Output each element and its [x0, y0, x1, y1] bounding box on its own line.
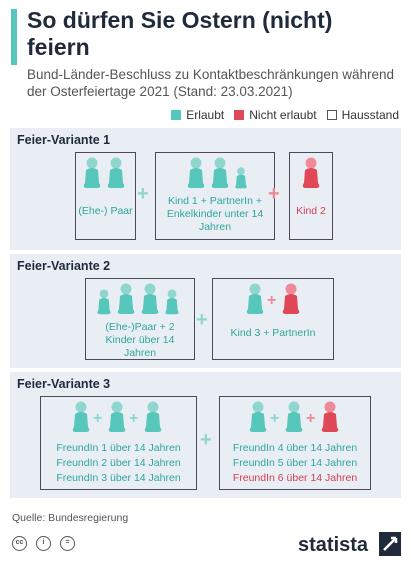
person-icon — [245, 283, 265, 315]
person-icon — [248, 401, 268, 433]
statista-logo-mark-icon — [379, 532, 401, 556]
household-label-family: (Ehe-)Paar + 2 Kinder über 14 Jahren — [105, 321, 175, 359]
plus-icon: + — [200, 429, 212, 451]
plus-icon: + — [196, 309, 208, 331]
friends-list-right — [220, 441, 370, 486]
household-label-kind3: Kind 3 + PartnerIn — [230, 327, 316, 339]
person-icon — [107, 401, 127, 433]
person-icon — [116, 283, 136, 315]
no-derivatives-icon[interactable]: = — [60, 536, 75, 551]
household-box-family — [85, 278, 195, 360]
plus-icon: + — [270, 410, 280, 427]
cc-license-icon[interactable]: cc — [12, 536, 27, 551]
person-icon — [301, 157, 321, 189]
legend-label-allowed: Erlaubt — [186, 108, 225, 122]
household-box-kind1 — [155, 152, 275, 240]
attribution-icon[interactable]: i — [36, 536, 51, 551]
person-icon — [96, 289, 112, 315]
friend-line: FreundIn 4 über 14 Jahren — [232, 442, 358, 454]
friend-line: FreundIn 3 über 14 Jahren — [56, 472, 181, 484]
child-icon — [234, 167, 248, 189]
friends-list-left — [41, 441, 196, 486]
page-subtitle: Bund-Länder-Beschluss zu Kontaktbeschränkungen während der Osterfeiertage 2021 (Stand: 23.03.2021) — [27, 67, 394, 99]
person-icon — [284, 401, 304, 433]
person-icon — [82, 157, 102, 189]
person-icon — [106, 157, 126, 189]
source-note: Quelle: Bundesregierung — [12, 512, 129, 524]
person-icon — [143, 401, 163, 433]
household-box-couple — [75, 152, 136, 240]
plus-icon: + — [267, 292, 277, 309]
plus-icon: + — [93, 410, 103, 427]
legend — [161, 108, 399, 122]
friends-box-left — [40, 396, 197, 490]
page-title: So dürfen Sie Ostern (nicht) feiern — [27, 7, 333, 60]
legend-item-allowed — [171, 108, 224, 122]
not-allowed-swatch — [234, 110, 244, 120]
friend-line: FreundIn 1 über 14 Jahren — [56, 442, 181, 454]
person-icon — [71, 401, 91, 433]
plus-icon: + — [137, 183, 149, 205]
allowed-swatch — [171, 110, 181, 120]
household-label-kind1: Kind 1 + PartnerIn + Enkelkinder unter 14 Jahren — [166, 195, 264, 233]
plus-icon: + — [268, 183, 280, 205]
person-icon — [164, 289, 180, 315]
variant-3-title: Feier-Variante 3 — [17, 377, 111, 391]
household-box-kind3 — [212, 278, 334, 360]
household-swatch — [327, 110, 337, 120]
friend-line-not-allowed: FreundIn 6 über 14 Jahren — [232, 472, 358, 484]
person-icon — [186, 157, 206, 189]
household-label-kind2: Kind 2 — [296, 205, 326, 217]
plus-icon: + — [129, 410, 139, 427]
variant-2-section — [10, 254, 401, 368]
person-icon — [320, 401, 340, 433]
variant-3-section — [10, 372, 401, 498]
friend-line: FreundIn 2 über 14 Jahren — [56, 457, 181, 469]
statista-logo[interactable]: statista — [298, 534, 369, 556]
person-icon — [210, 157, 230, 189]
legend-item-not-allowed — [234, 108, 316, 122]
variant-2-title: Feier-Variante 2 — [17, 259, 111, 273]
title-accent-bar — [11, 9, 17, 65]
legend-item-household — [327, 108, 399, 122]
variant-1-section — [10, 128, 401, 250]
friends-box-right — [219, 396, 371, 490]
person-icon — [140, 283, 160, 315]
legend-label-not-allowed: Nicht erlaubt — [249, 108, 317, 122]
household-label-couple: (Ehe-) Paar — [78, 205, 133, 217]
household-box-kind2 — [289, 152, 333, 240]
plus-icon: + — [306, 410, 316, 427]
legend-label-household: Hausstand — [341, 108, 399, 122]
person-icon — [281, 283, 301, 315]
variant-1-title: Feier-Variante 1 — [17, 133, 111, 147]
friend-line: FreundIn 5 über 14 Jahren — [232, 457, 358, 469]
